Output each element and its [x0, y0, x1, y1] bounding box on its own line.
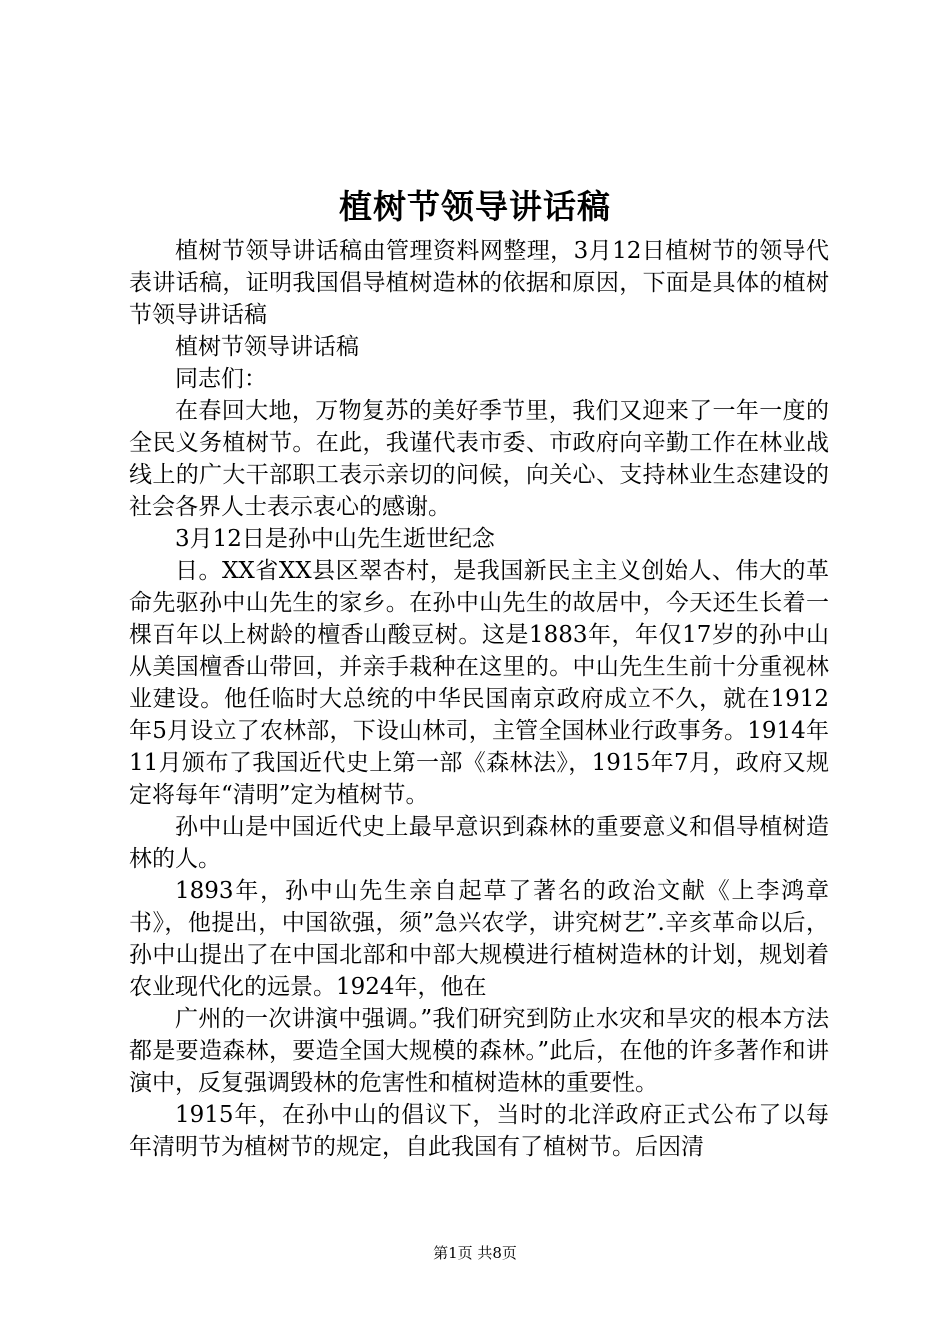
paragraph-greeting: 同志们：	[175, 366, 267, 392]
paragraph-pioneer: 孙中山是中国近代史上最早意识到森林的重要意义和倡导植树造林的人。	[129, 814, 829, 872]
paragraph-memorial: 3月12日是孙中山先生逝世纪念	[175, 526, 495, 552]
paragraph-subtitle: 植树节领导讲话稿	[175, 334, 359, 360]
paragraph-intro: 植树节领导讲话稿由管理资料网整理，3月12日植树节的领导代表讲话稿，证明我国倡导植树造林的依据和原因，下面是具体的植树节领导讲话稿	[129, 238, 829, 328]
paragraph-hometown: 日。XX省XX县区翠杏村，是我国新民主主义创始人、伟大的革命先驱孙中山先生的家乡。在孙中山先生的故居中，今天还生长着一棵百年以上树龄的檀香山酸豆树。这是1883年，年仅17岁的孙中山从美国檀香山带回，并亲手栽种在这里的。中山先生生前十分重视林业建设。他任临时大总统的中华民国南京政府成立不久，就在1912年5月设立了农林部，下设山林司，主管全国林业行政事务。1914年11月颁布了我国近代史上第一部《森林法》，1915年7月，政府又规定将每年“清明”定为植树节。	[129, 558, 829, 808]
paragraph-1915: 1915年，在孙中山的倡议下，当时的北洋政府正式公布了以每年清明节为植树节的规定，自此我国有了植树节。后因清	[129, 1102, 829, 1160]
paragraph-1893: 1893年，孙中山先生亲自起草了著名的政治文献《上李鸿章书》，他提出，中国欲强，须”急兴农学，讲究树艺”.辛亥革命以后，孙中山提出了在中国北部和中部大规模进行植树造林的计划，规划着农业现代化的远景。1924年，他在	[129, 878, 829, 1000]
paragraph-guangzhou: 广州的一次讲演中强调。”我们研究到防止水灾和旱灾的根本方法都是要造森林，要造全国大规模的森林。”此后，在他的许多著作和讲演中，反复强调毁林的危害性和植树造林的重要性。	[129, 1006, 829, 1096]
document-title: 植树节领导讲话稿	[339, 187, 611, 226]
paragraph-spring: 在春回大地，万物复苏的美好季节里，我们又迎来了一年一度的全民义务植树节。在此，我谨代表市委、市政府向辛勤工作在林业战线上的广大干部职工表示亲切的问候，向关心、支持林业生态建设的社会各界人士表示衷心的感谢。	[129, 398, 829, 520]
document-body	[129, 235, 829, 1163]
page-footer: 第1页 共8页	[433, 1244, 517, 1262]
